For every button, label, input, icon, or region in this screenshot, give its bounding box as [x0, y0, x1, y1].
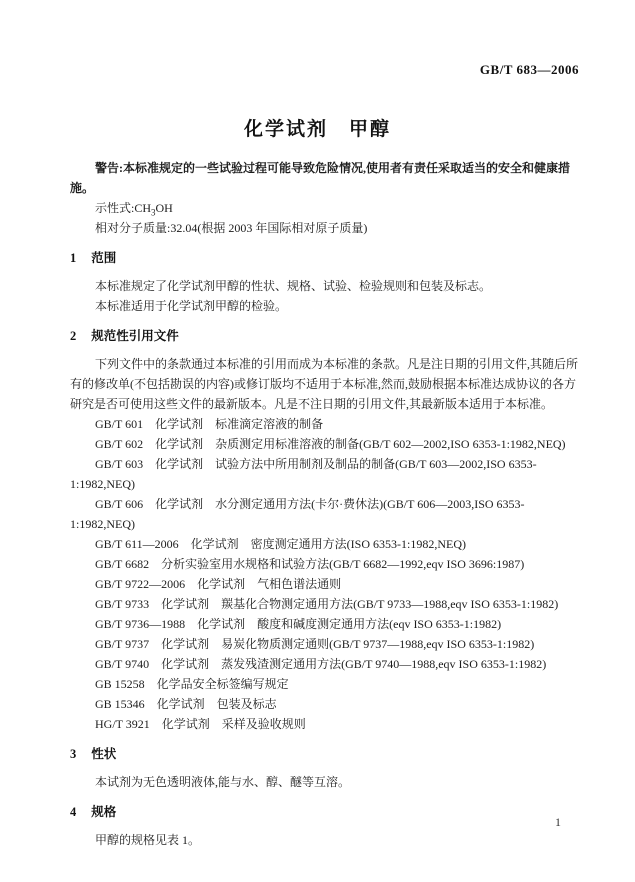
reference-list [70, 414, 582, 734]
reference-item: GB/T 9740 化学试剂 蒸发残渣测定通用方法(GB/T 9740—1988,eqv ISO 6353-1:1982) [95, 657, 547, 671]
reference-item: HG/T 3921 化学试剂 采样及验收规则 [95, 717, 306, 731]
section-number: 2 [70, 329, 77, 343]
section-number: 1 [70, 251, 77, 265]
reference-item: GB/T 601 化学试剂 标准滴定溶液的制备 [95, 417, 324, 431]
reference-item: GB/T 9736—1988 化学试剂 酸度和碱度测定通用方法(eqv ISO 6353-1:1982) [95, 617, 502, 631]
section-paragraph: 本标准规定了化学试剂甲醇的性状、规格、试验、检验规则和包装及标志。 [95, 279, 492, 293]
reference-item: GB/T 9733 化学试剂 羰基化合物测定通用方法(GB/T 9733—1988,eqv ISO 6353-1:1982) [95, 597, 559, 611]
formula-suffix: OH [155, 201, 173, 215]
section-heading-normative-references [70, 326, 582, 346]
reference-item: GB/T 606 化学试剂 水分测定通用方法(卡尔·费休法)(GB/T 606—2003,ISO 6353-1:1982,NEQ) [70, 497, 525, 531]
reference-item: GB/T 6682 分析实验室用水规格和试验方法(GB/T 6682—1992,eqv ISO 3696:1987) [95, 557, 525, 571]
section-paragraph: 下列文件中的条款通过本标准的引用而成为本标准的条款。凡是注日期的引用文件,其随后所有的修改单(不包括勘误的内容)或修订版均不适用于本标准,然而,鼓励根据本标准达成协议的各方研究是否可使用这些文件的最新版本。凡是不注日期的引用文件,其最新版本适用于本标准。 [70, 357, 579, 411]
formula-subscript: 3 [151, 207, 156, 218]
reference-item: GB/T 603 化学试剂 试验方法中所用制剂及制品的制备(GB/T 603—2002,ISO 6353-1:1982,NEQ) [70, 457, 537, 491]
document-body [70, 158, 582, 850]
section-number: 4 [70, 805, 77, 819]
section-title: 规格 [91, 805, 117, 819]
section-paragraph: 甲醇的规格见表 1。 [95, 833, 201, 847]
section-title: 范围 [91, 251, 117, 265]
reference-item: GB/T 611—2006 化学试剂 密度测定通用方法(ISO 6353-1:1982,NEQ) [95, 537, 466, 551]
section-number: 3 [70, 747, 77, 761]
standard-number: GB/T 683—2006 [479, 62, 579, 77]
warning-statement: 警告:本标准规定的一些试验过程可能导致危险情况,使用者有责任采取适当的安全和健康措施。 [70, 161, 570, 195]
page-number: 1 [555, 815, 561, 829]
reference-item: GB 15346 化学试剂 包装及标志 [95, 697, 277, 711]
section-heading-scope [70, 248, 582, 268]
section-paragraph: 本试剂为无色透明液体,能与水、醇、醚等互溶。 [95, 775, 351, 789]
formula-prefix: 示性式:CH [95, 201, 152, 215]
section-paragraph: 本标准适用于化学试剂甲醇的检验。 [95, 299, 288, 313]
molar-mass-line: 相对分子质量:32.04(根据 2003 年国际相对原子质量) [95, 221, 368, 235]
section-heading-properties [70, 744, 582, 764]
section-heading-specifications [70, 802, 582, 822]
section-title: 性状 [91, 747, 117, 761]
reference-item: GB/T 9722—2006 化学试剂 气相色谱法通则 [95, 577, 342, 591]
document-title: 化学试剂 甲醇 [243, 119, 391, 140]
chemical-formula-line [70, 198, 582, 218]
reference-item: GB/T 9737 化学试剂 易炭化物质测定通则(GB/T 9737—1988,eqv ISO 6353-1:1982) [95, 637, 535, 651]
reference-item: GB 15258 化学品安全标签编写规定 [95, 677, 289, 691]
section-title: 规范性引用文件 [91, 329, 179, 343]
reference-item: GB/T 602 化学试剂 杂质测定用标准溶液的制备(GB/T 602—2002,ISO 6353-1:1982,NEQ) [95, 437, 566, 451]
